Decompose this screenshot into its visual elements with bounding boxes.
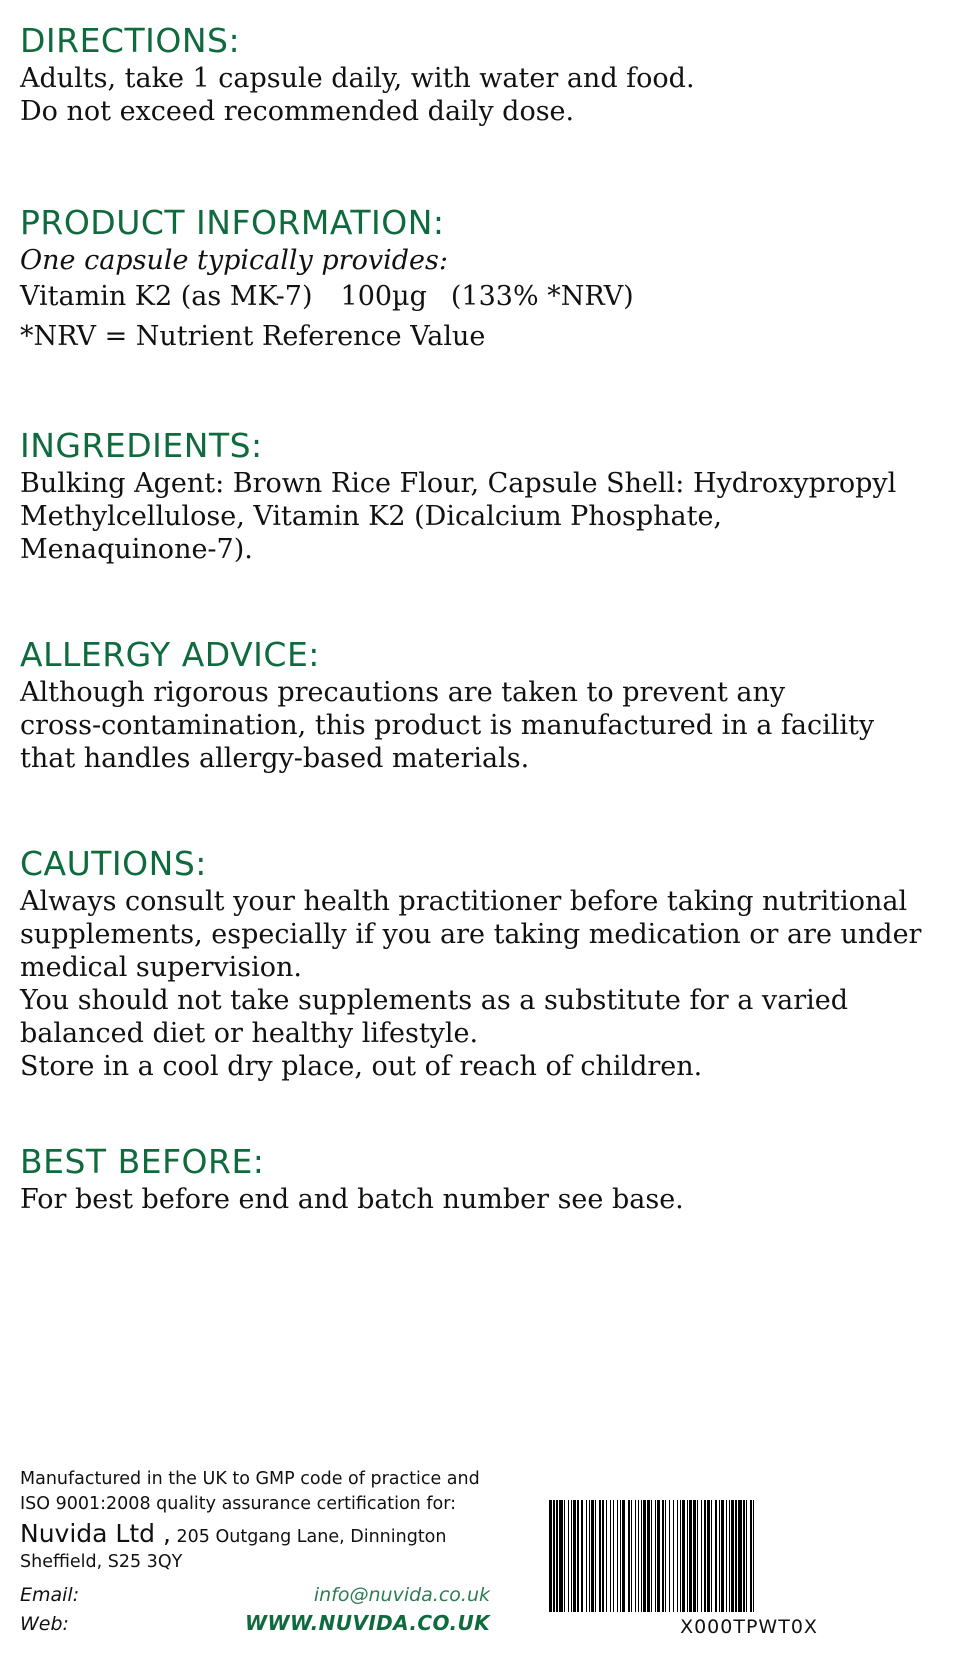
- email-label: Email:: [20, 1584, 80, 1606]
- manufacturer-block: [20, 1467, 490, 1638]
- cautions-line: You should not take supplements as a substitute for a varied: [20, 985, 849, 1016]
- cautions-line: balanced diet or healthy lifestyle.: [20, 1018, 479, 1049]
- manufacture-line: ISO 9001:2008 quality assurance certification for:: [20, 1494, 456, 1514]
- nutrient-percent: (133% *NRV): [450, 281, 634, 312]
- section-allergy-advice: [20, 636, 949, 775]
- directions-heading: DIRECTIONS:: [20, 21, 241, 60]
- spacer: [20, 357, 949, 427]
- manufacture-line: Manufactured in the UK to GMP code of practice and: [20, 1469, 480, 1489]
- product-information-subtitle: One capsule typically provides:: [20, 245, 448, 276]
- cautions-line: Always consult your health practitioner before taking nutritional: [20, 886, 908, 917]
- directions-line: Do not exceed recommended daily dose.: [20, 96, 575, 127]
- spacer: [20, 566, 949, 636]
- web-row: [20, 1609, 490, 1638]
- cautions-line: medical supervision.: [20, 952, 302, 983]
- nutrient-name: Vitamin K2 (as MK-7): [20, 281, 313, 312]
- best-before-line: For best before end and batch number see base.: [20, 1184, 684, 1215]
- barcode-image: [549, 1500, 949, 1612]
- section-directions: [20, 22, 949, 128]
- section-cautions: [20, 845, 949, 1083]
- allergy-advice-heading: ALLERGY ADVICE:: [20, 635, 320, 674]
- nutrient-amount: 100µg: [340, 281, 427, 312]
- contact-details: [20, 1581, 490, 1638]
- section-best-before: [20, 1143, 949, 1216]
- cautions-line: supplements, especially if you are taking medication or are under: [20, 919, 922, 950]
- allergy-advice-line: Although rigorous precautions are taken to prevent any: [20, 677, 786, 708]
- ingredients-heading: INGREDIENTS:: [20, 426, 263, 465]
- barcode-number: X000TPWT0X: [680, 1616, 818, 1638]
- allergy-advice-line: cross-contamination, this product is manufactured in a facility: [20, 710, 875, 741]
- ingredients-line: Menaquinone-7).: [20, 534, 253, 565]
- spacer: [20, 1083, 949, 1143]
- company-address-line-1: 205 Outgang Lane, Dinnington: [176, 1527, 447, 1547]
- directions-line: Adults, take 1 capsule daily, with water and food.: [20, 63, 695, 94]
- web-label: Web:: [20, 1613, 69, 1635]
- product-information-heading: PRODUCT INFORMATION:: [20, 203, 445, 242]
- company-address-line-2: Sheffield, S25 3QY: [20, 1552, 183, 1572]
- web-value[interactable]: WWW.NUVIDA.CO.UK: [245, 1611, 490, 1635]
- footer: [20, 1467, 949, 1638]
- nrv-footnote: *NRV = Nutrient Reference Value: [20, 321, 486, 352]
- barcode-block: [549, 1500, 949, 1638]
- email-row: [20, 1581, 490, 1609]
- best-before-heading: BEST BEFORE:: [20, 1142, 265, 1181]
- ingredients-line: Bulking Agent: Brown Rice Flour, Capsule Shell: Hydroxypropyl: [20, 468, 897, 499]
- ingredients-line: Methylcellulose, Vitamin K2 (Dicalcium Phosphate,: [20, 501, 722, 532]
- spacer: [20, 128, 949, 204]
- section-product-information: [20, 204, 949, 357]
- allergy-advice-line: that handles allergy-based materials.: [20, 743, 530, 774]
- company-name: Nuvida Ltd ,: [20, 1519, 171, 1548]
- section-ingredients: [20, 427, 949, 566]
- company-line: [20, 1521, 490, 1550]
- nutrient-row: [20, 277, 949, 317]
- spacer: [20, 775, 949, 845]
- email-value[interactable]: info@nuvida.co.uk: [313, 1584, 490, 1606]
- cautions-line: Store in a cool dry place, out of reach of children.: [20, 1051, 703, 1082]
- cautions-heading: CAUTIONS:: [20, 844, 207, 883]
